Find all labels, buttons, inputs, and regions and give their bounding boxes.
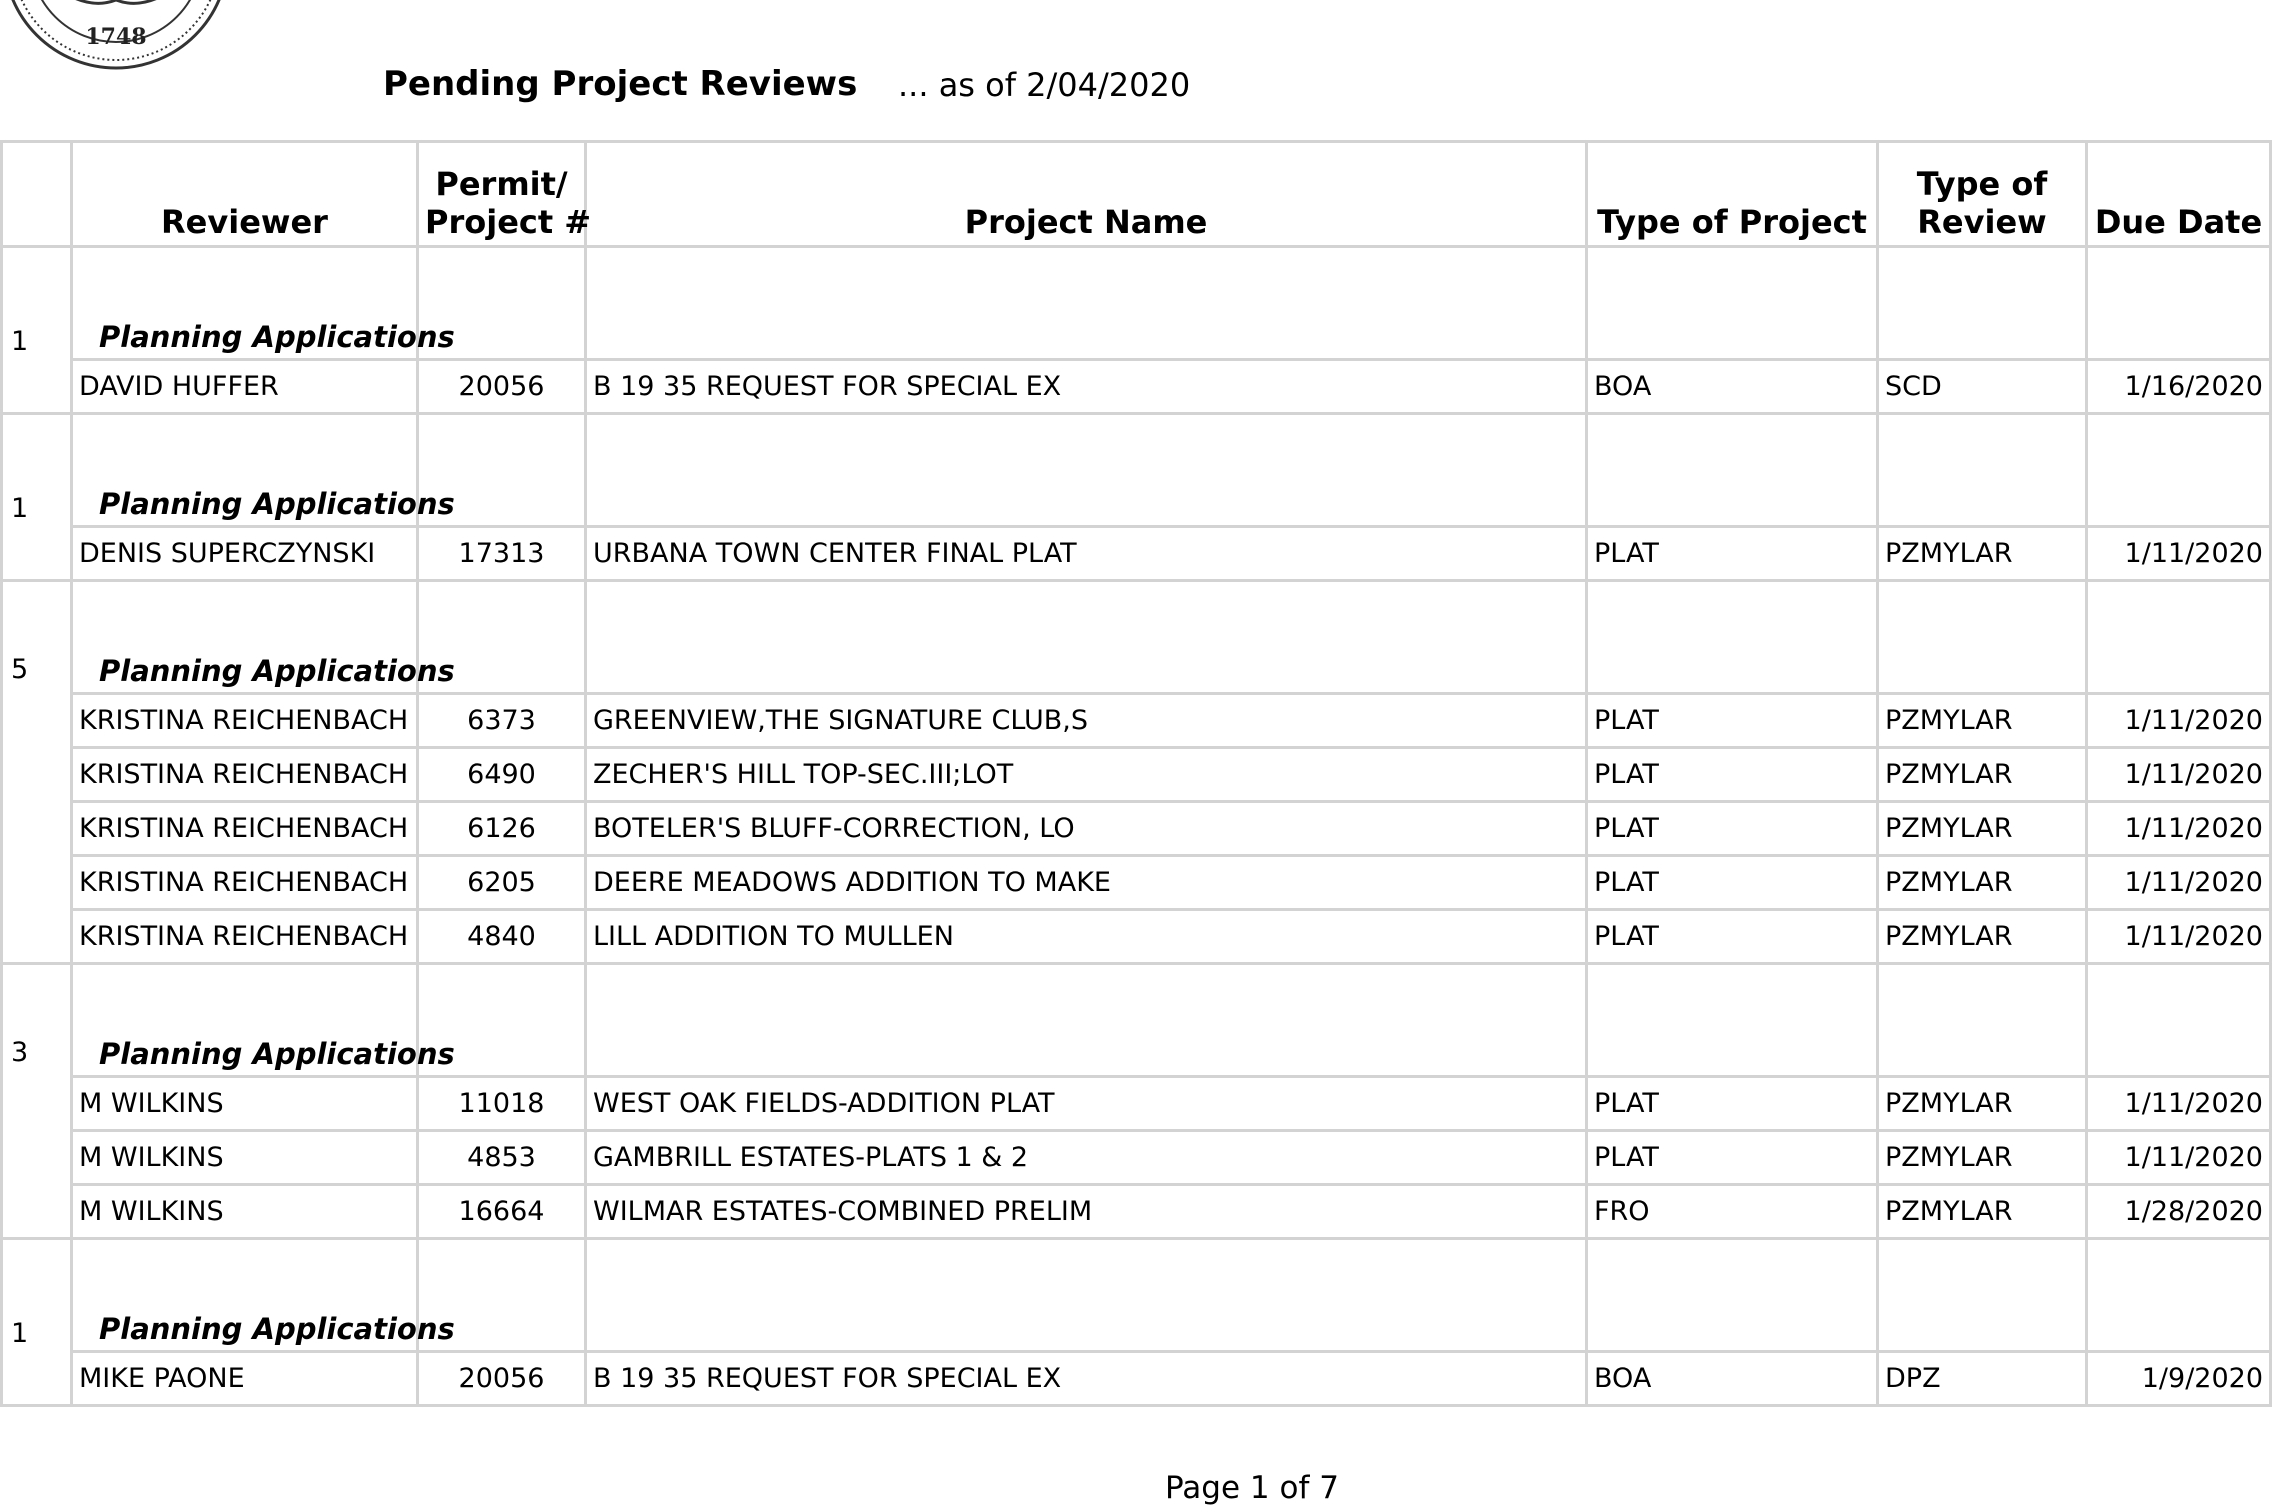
- type-of-review-cell: PZMYLAR: [1878, 910, 2087, 964]
- due-date-cell: 1/28/2020: [2087, 1185, 2271, 1239]
- group-count: 1: [2, 247, 72, 414]
- table-row: [2, 1131, 2271, 1185]
- as-of-date: ... as of 2/04/2020: [898, 66, 1191, 104]
- type-of-review-cell: PZMYLAR: [1878, 1077, 2087, 1131]
- page-number: Page 1 of 7: [1165, 1470, 1339, 1506]
- header-due-date: Due Date: [2087, 142, 2271, 247]
- reviewer-cell: M WILKINS: [72, 1185, 418, 1239]
- group-count: 5: [2, 581, 72, 964]
- type-of-review-cell: DPZ: [1878, 1352, 2087, 1406]
- due-date-cell: 1/11/2020: [2087, 1077, 2271, 1131]
- type-of-project-cell: FRO: [1587, 1185, 1878, 1239]
- table-row: [2, 527, 2271, 581]
- permit-cell: 20056: [418, 360, 586, 414]
- group-header-row: [2, 964, 2271, 1077]
- table-row: [2, 748, 2271, 802]
- type-of-project-cell: PLAT: [1587, 1077, 1878, 1131]
- type-of-project-cell: PLAT: [1587, 856, 1878, 910]
- due-date-cell: 1/11/2020: [2087, 802, 2271, 856]
- project-name-cell: LILL ADDITION TO MULLEN: [586, 910, 1587, 964]
- header-permit: Permit/ Project #: [418, 142, 586, 247]
- type-of-review-cell: PZMYLAR: [1878, 856, 2087, 910]
- permit-cell: 17313: [418, 527, 586, 581]
- type-of-review-cell: PZMYLAR: [1878, 694, 2087, 748]
- group-header-row: [2, 1239, 2271, 1352]
- table-row: [2, 856, 2271, 910]
- group-label: Planning Applications: [72, 414, 418, 527]
- permit-cell: 6373: [418, 694, 586, 748]
- group-count: 3: [2, 964, 72, 1239]
- table-row: [2, 1077, 2271, 1131]
- header-type-of-review: Type of Review: [1878, 142, 2087, 247]
- project-name-cell: GAMBRILL ESTATES-PLATS 1 & 2: [586, 1131, 1587, 1185]
- project-name-cell: WILMAR ESTATES-COMBINED PRELIM: [586, 1185, 1587, 1239]
- type-of-review-cell: PZMYLAR: [1878, 1185, 2087, 1239]
- project-name-cell: B 19 35 REQUEST FOR SPECIAL EX: [586, 1352, 1587, 1406]
- reviewer-cell: KRISTINA REICHENBACH: [72, 748, 418, 802]
- type-of-review-cell: PZMYLAR: [1878, 527, 2087, 581]
- table-row: [2, 360, 2271, 414]
- header-project-name: Project Name: [586, 142, 1587, 247]
- reviewer-cell: DENIS SUPERCZYNSKI: [72, 527, 418, 581]
- type-of-review-cell: PZMYLAR: [1878, 802, 2087, 856]
- reviewer-cell: KRISTINA REICHENBACH: [72, 802, 418, 856]
- seal-year: 1748: [85, 24, 147, 50]
- due-date-cell: 1/11/2020: [2087, 910, 2271, 964]
- permit-cell: 4840: [418, 910, 586, 964]
- reviewer-cell: KRISTINA REICHENBACH: [72, 910, 418, 964]
- reviewer-cell: KRISTINA REICHENBACH: [72, 694, 418, 748]
- permit-cell: 6490: [418, 748, 586, 802]
- due-date-cell: 1/11/2020: [2087, 748, 2271, 802]
- header-type-of-project: Type of Project: [1587, 142, 1878, 247]
- type-of-project-cell: PLAT: [1587, 527, 1878, 581]
- group-header-row: [2, 581, 2271, 694]
- header-reviewer: Reviewer: [72, 142, 418, 247]
- reviewer-cell: DAVID HUFFER: [72, 360, 418, 414]
- reviewer-cell: M WILKINS: [72, 1131, 418, 1185]
- table-row: [2, 910, 2271, 964]
- group-count: 1: [2, 1239, 72, 1406]
- due-date-cell: 1/11/2020: [2087, 694, 2271, 748]
- reviewer-cell: KRISTINA REICHENBACH: [72, 856, 418, 910]
- project-name-cell: ZECHER'S HILL TOP-SEC.III;LOT: [586, 748, 1587, 802]
- reviewer-cell: M WILKINS: [72, 1077, 418, 1131]
- type-of-project-cell: PLAT: [1587, 748, 1878, 802]
- table-row: [2, 1352, 2271, 1406]
- project-name-cell: GREENVIEW,THE SIGNATURE CLUB,S: [586, 694, 1587, 748]
- reviewer-cell: MIKE PAONE: [72, 1352, 418, 1406]
- permit-cell: 6126: [418, 802, 586, 856]
- type-of-review-cell: PZMYLAR: [1878, 1131, 2087, 1185]
- type-of-review-cell: SCD: [1878, 360, 2087, 414]
- project-name-cell: B 19 35 REQUEST FOR SPECIAL EX: [586, 360, 1587, 414]
- type-of-project-cell: BOA: [1587, 360, 1878, 414]
- due-date-cell: 1/11/2020: [2087, 527, 2271, 581]
- group-label: Planning Applications: [72, 581, 418, 694]
- type-of-project-cell: BOA: [1587, 1352, 1878, 1406]
- table-row: [2, 802, 2271, 856]
- pending-reviews-table: [0, 140, 2272, 1407]
- due-date-cell: 1/9/2020: [2087, 1352, 2271, 1406]
- group-label: Planning Applications: [72, 1239, 418, 1352]
- group-count: 1: [2, 414, 72, 581]
- due-date-cell: 1/16/2020: [2087, 360, 2271, 414]
- header-count: [2, 142, 72, 247]
- group-label: Planning Applications: [72, 964, 418, 1077]
- report-title: Pending Project Reviews: [383, 64, 858, 104]
- project-name-cell: DEERE MEADOWS ADDITION TO MAKE: [586, 856, 1587, 910]
- group-header-row: [2, 247, 2271, 360]
- due-date-cell: 1/11/2020: [2087, 856, 2271, 910]
- group-label: Planning Applications: [72, 247, 418, 360]
- type-of-project-cell: PLAT: [1587, 802, 1878, 856]
- table-row: [2, 1185, 2271, 1239]
- due-date-cell: 1/11/2020: [2087, 1131, 2271, 1185]
- permit-cell: 20056: [418, 1352, 586, 1406]
- table-row: [2, 694, 2271, 748]
- type-of-project-cell: PLAT: [1587, 694, 1878, 748]
- header-row: [2, 142, 2271, 247]
- permit-cell: 11018: [418, 1077, 586, 1131]
- group-header-row: [2, 414, 2271, 527]
- project-name-cell: URBANA TOWN CENTER FINAL PLAT: [586, 527, 1587, 581]
- permit-cell: 4853: [418, 1131, 586, 1185]
- type-of-project-cell: PLAT: [1587, 1131, 1878, 1185]
- permit-cell: 16664: [418, 1185, 586, 1239]
- project-name-cell: BOTELER'S BLUFF-CORRECTION, LO: [586, 802, 1587, 856]
- type-of-review-cell: PZMYLAR: [1878, 748, 2087, 802]
- project-name-cell: WEST OAK FIELDS-ADDITION PLAT: [586, 1077, 1587, 1131]
- county-seal-logo: [0, 0, 232, 72]
- permit-cell: 6205: [418, 856, 586, 910]
- type-of-project-cell: PLAT: [1587, 910, 1878, 964]
